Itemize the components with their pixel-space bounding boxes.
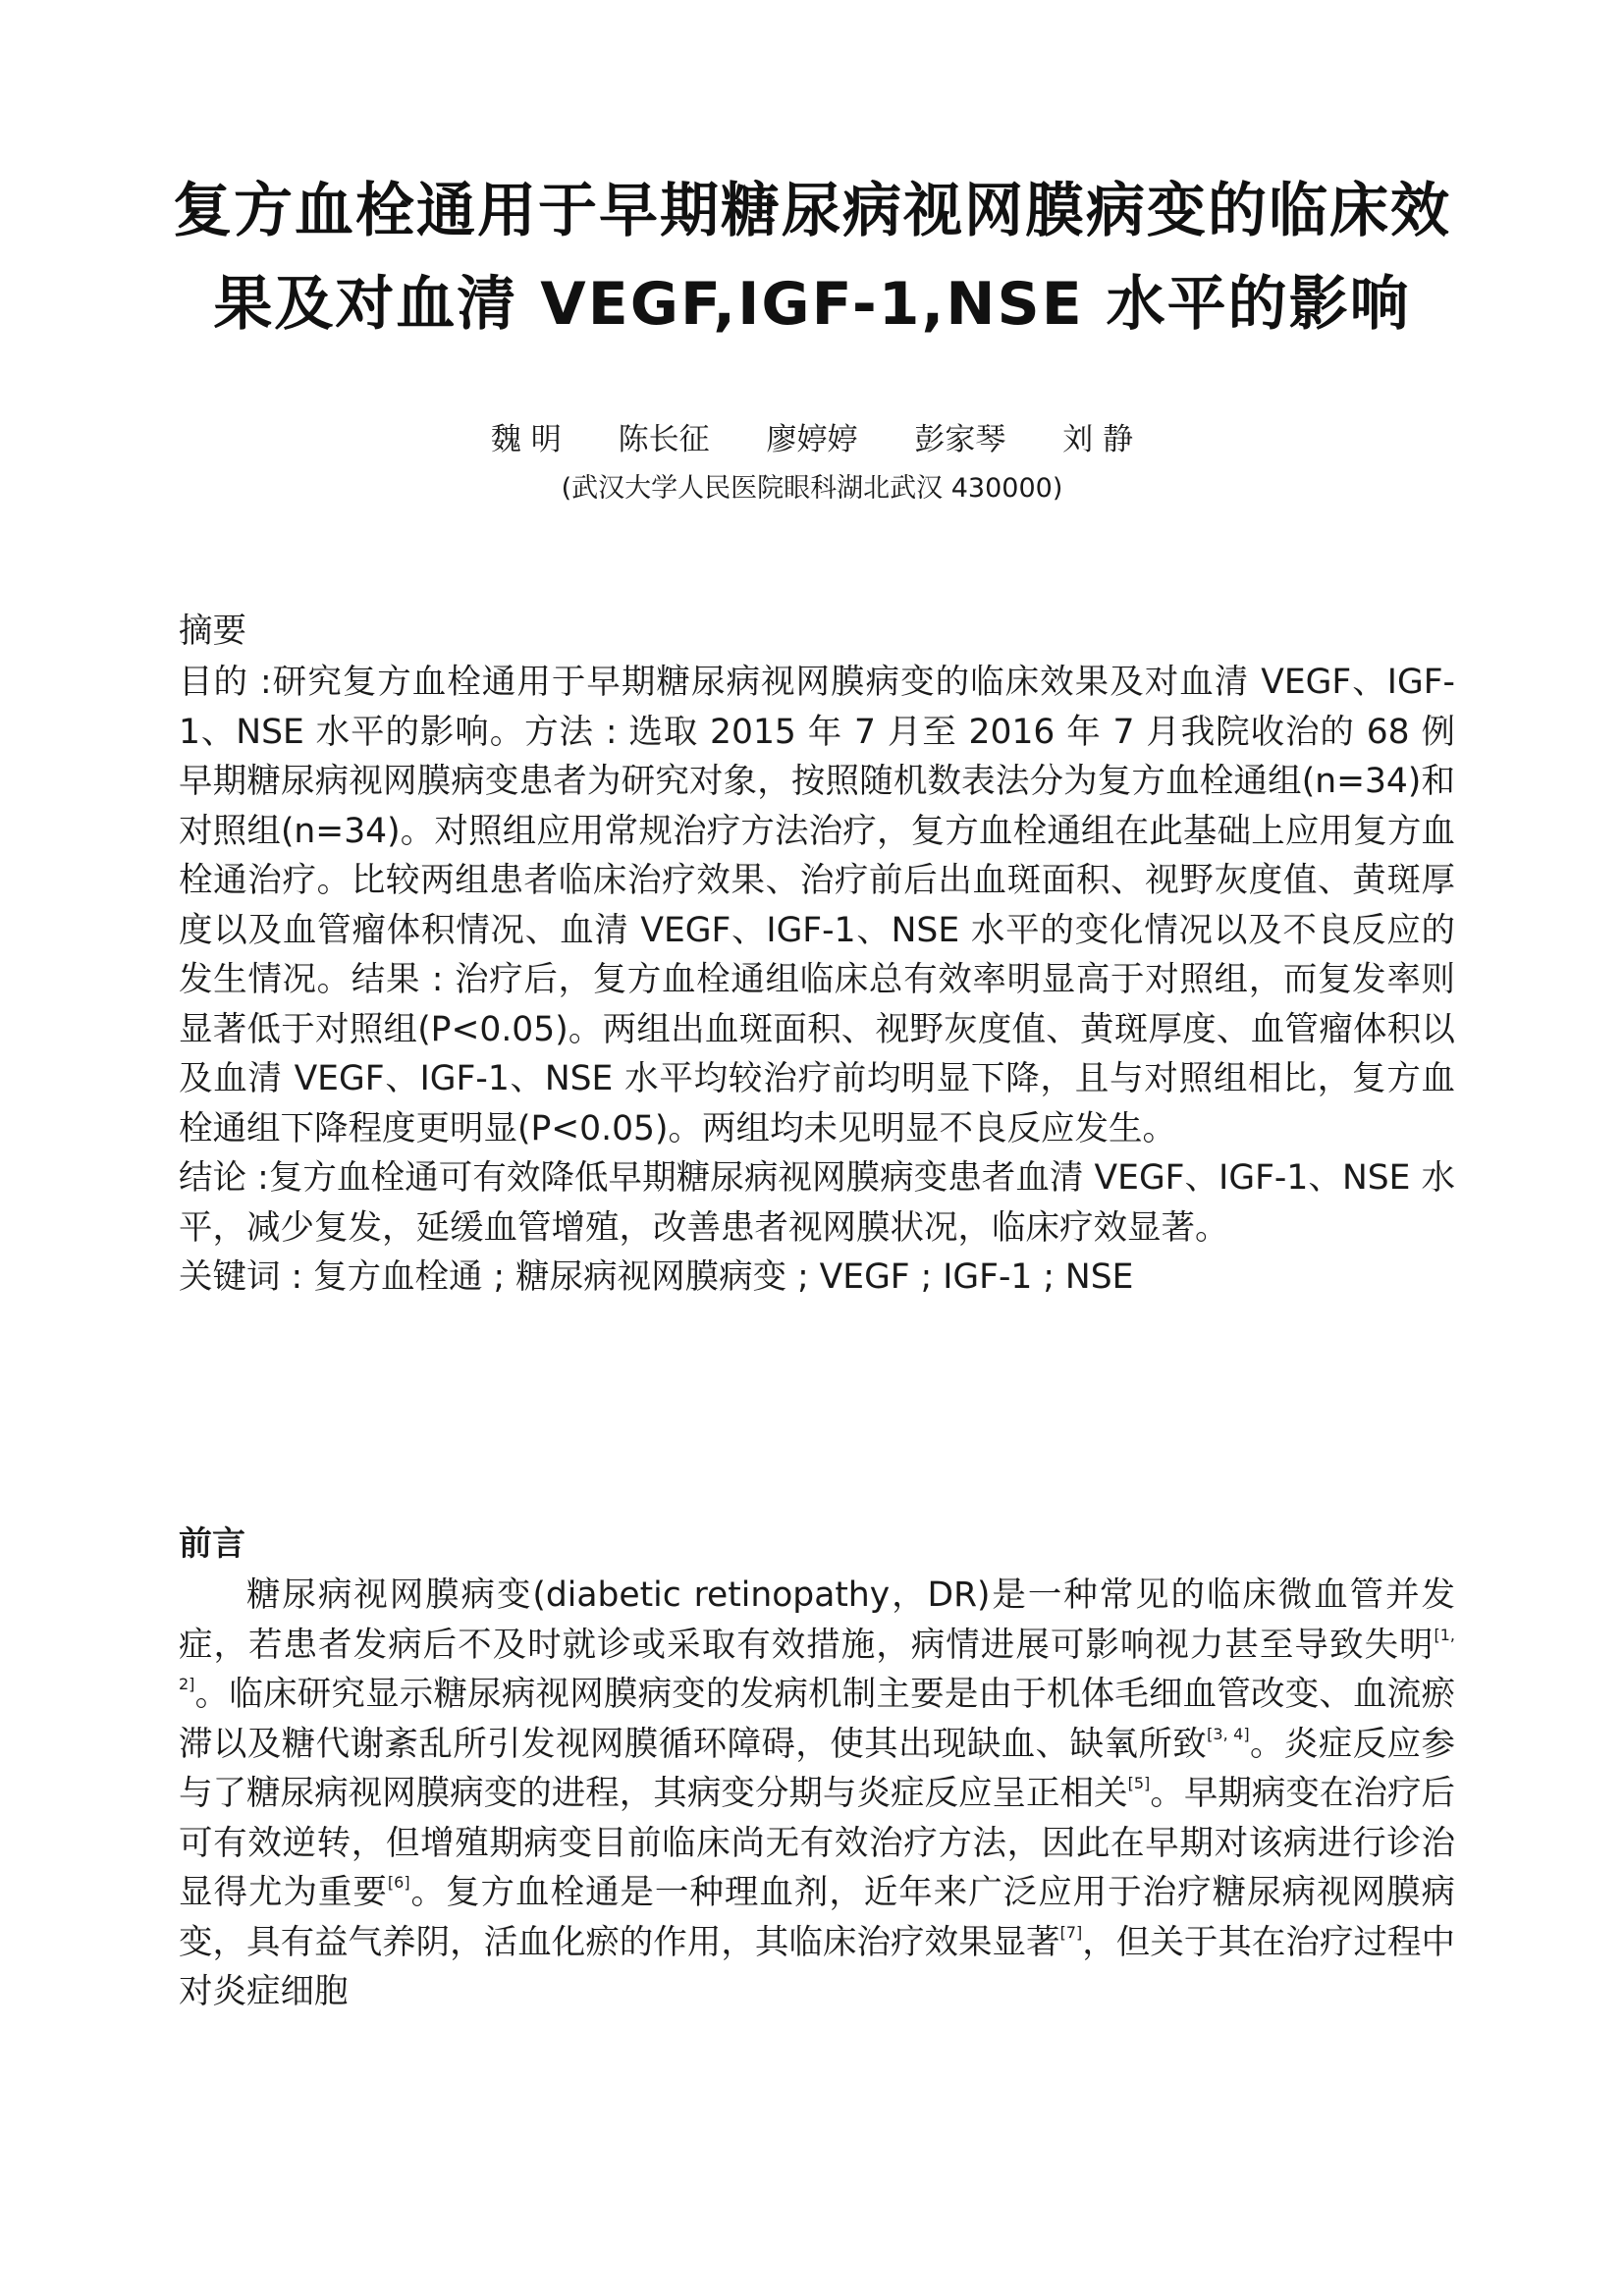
affiliation: (武汉大学人民医院眼科湖北武汉 430000) bbox=[561, 473, 1063, 504]
author-name: 廖婷婷 bbox=[766, 422, 858, 457]
intro-paragraph bbox=[179, 1571, 1455, 2017]
section-heading-intro: 前言 bbox=[179, 1524, 245, 1564]
paper-title bbox=[118, 165, 1506, 351]
citation-ref: [3, 4] bbox=[1207, 1724, 1250, 1743]
abstract-conclusion: 结论 :复方血栓通可有效降低早期糖尿病视网膜病变患者血清 VEGF、IGF-1、NSE 水平，减少复发，延缓血管增殖，改善患者视网膜状况，临床疗效显著。 bbox=[179, 1158, 1455, 1248]
citation-ref: [6] bbox=[387, 1873, 410, 1892]
intro-text: 糖尿病视网膜病变(diabetic retinopathy，DR)是一种常见的临床微血管并发症，若患者发病后不及时就诊或采取有效措施，病情进展可影响视力甚至导致失明 bbox=[179, 1575, 1455, 1665]
author-name: 彭家琴 bbox=[914, 422, 1006, 457]
author-name: 魏 明 bbox=[490, 422, 562, 457]
author-name: 陈长征 bbox=[618, 422, 710, 457]
intro-text: 。炎症反应参与了糖尿病视网膜病变的进程，其病变分期与炎症反应呈正相关 bbox=[179, 1724, 1456, 1813]
citation-ref: [7] bbox=[1059, 1922, 1083, 1942]
title-line-1: 复方血栓通用于早期糖尿病视网膜病变的临床效 bbox=[173, 177, 1451, 245]
intro-text: 。临床研究显示糖尿病视网膜病变的发病机制主要是由于机体毛细血管改变、血流瘀滞以及糖代谢紊乱所引发视网膜循环障碍，使其出现缺血、缺氧所致 bbox=[179, 1675, 1455, 1764]
title-line-2: 果及对血清 VEGF,IGF-1,NSE 水平的影响 bbox=[213, 270, 1411, 339]
author-list bbox=[0, 420, 1624, 459]
citation-ref: [5] bbox=[1127, 1774, 1151, 1792]
intro-text: 。早期病变在治疗后可有效逆转，但增殖期病变目前临床尚无有效治疗方法，因此在早期对该病进行诊治显得尤为重要 bbox=[179, 1774, 1455, 1912]
author-name: 刘 静 bbox=[1062, 422, 1134, 457]
abstract-heading: 摘要 bbox=[179, 612, 246, 651]
intro-body bbox=[179, 1571, 1455, 2017]
abstract-objective: 目的 :研究复方血栓通用于早期糖尿病视网膜病变的临床效果及对血清 VEGF、IGF-1、NSE 水平的影响。方法 : 选取 2015 年 7 月至 2016 年 7 月我院收治的 68 例早期糖尿病视网膜病变患者为研究对象，按照随机数表法分为复方血栓通组(n=34)和对照组(n=34)。对照组应用常规治疗方法治疗，复方血栓通组在此基础上应用复方血栓通治疗。比较两组患者临床治疗效果、治疗前后出血斑面积、视野灰度值、黄斑厚度以及血管瘤体积情况、血清 VEGF、IGF-1、NSE 水平的变化情况以及不良反应的发生情况。结果 : 治疗后，复方血栓通组临床总有效率明显高于对照组，而复发率则显著低于对照组(P<0.05)。两组出血斑面积、视野灰度值、黄斑厚度、血管瘤体积以及血清 VEGF、IGF-1、NSE 水平均较治疗前均明显下降，且与对照组相比，复方血栓通组下降程度更明显(P<0.05)。两组均未见明显不良反应发生。 bbox=[179, 663, 1455, 1148]
abstract-keywords: 关键词 : 复方血栓通 ; 糖尿病视网膜病变 ; VEGF ; IGF-1 ; NSE bbox=[179, 1257, 1134, 1297]
intro-text: 。复方血栓通是一种理血剂，近年来广泛应用于治疗糖尿病视网膜病变，具有益气养阴，活血化瘀的作用，其临床治疗效果显著 bbox=[179, 1873, 1455, 1962]
abstract-body bbox=[179, 658, 1455, 1303]
citation-ref: [1, 2] bbox=[179, 1625, 1455, 1693]
intro-text: ，但关于其在治疗过程中对炎症细胞 bbox=[179, 1922, 1456, 2011]
